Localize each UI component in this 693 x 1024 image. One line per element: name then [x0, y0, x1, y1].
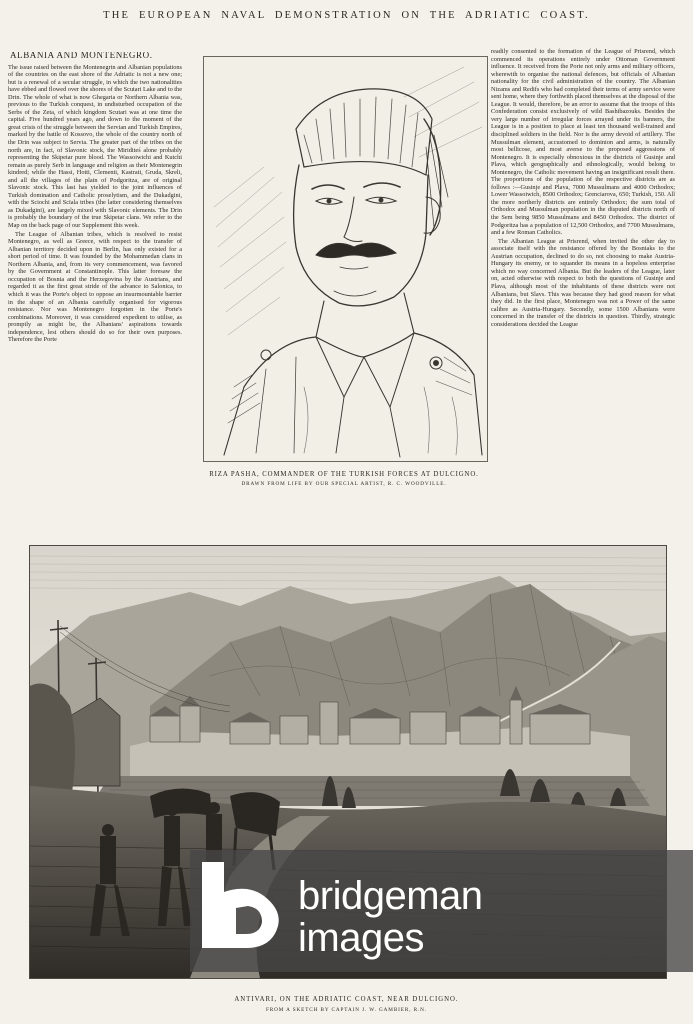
portrait-credit: DRAWN FROM LIFE BY OUR SPECIAL ARTIST, R. C. WOODVILLE. — [241, 481, 447, 487]
watermark-brand-line1: bridgeman — [298, 874, 483, 918]
running-head: THE EUROPEAN NAVAL DEMONSTRATION ON THE ADRIATIC COAST. — [103, 10, 590, 21]
article-paragraph: readily consented to the formation of the League of Prisrend, which commenced its operations entirely under Ottoman Government influence. It received from the Porte not only arms and military officers, wherewith to organise the national defences, but officials of Albanian nationality for the civil administration of the country. The Albanian Nizams and Redifs who had completed their terms of army service were sent home, where they forthwith placed themselves at the disposal of the League. It would, therefore, be an error to assume that the troops of this Confederation consist exclusively of wild Bashibazouks. Besides the very large number of irregular forces arrayed under its banners, the League is in a position to place at least ten thousand well-trained and disciplined soldiers in the field. Nor is the army devoid of artillery. The Mussulman element, accustomed to dominion and arms, is naturally most bellicose, and most averse to the proposed aggressions of Montenegro. It is especially obnoxious in the districts of Gusinje and Plava, which geographically and ethnologically, would belong to Montenegro, the Catholic movement having an insignificant result there. The proportions of the population of the respective districts are as follows :—Gusinje and Plava, 7000 Mussulmans and 4000 Orthodox; Lower Wassoiwich, 8500 Orthodox; Grencіarova, 650; Turkish, 150. All the more northerly districts are entirely Orthodox; the sum total of Orthodox and Mussulman population in the disputed districts north of the Sem being 9850 Mussulmans and 8450 Orthodox. The district of Podgoritza has a population of 12,500 Orthodox, and 7700 Mussulmans, and a few Roman Catholics. — [491, 48, 675, 237]
watermark-brand-line2: images — [298, 916, 424, 960]
portrait-illustration — [204, 57, 487, 461]
article-paragraph: The issue raised between the Montenegrin and Albanian populations of the countries on the east shore of the Adriatic is not a new one; but is a renewal of a secular struggle, in which the two nationalities have ebbed and flowed over the shores of the Scutari Lake and to the Drin. The whole of what is now Ghegaria or Northern Albania was, previous to the Turkish conquest, in undisturbed occupation of the Serbs of the Zeta, of which kingdom Scutari was at one time the capital. Five hundred years ago, and down to the moment of the great crisis of the struggle between the Servian and Turkish Empires, marked by the battle of Kossovo, the whole of the country north of the Drin was subject to Servia. The greater part of the tribes on the north are, in fact, of Slavonic stock, the Miriditeś alone probably representing the Skipetar pure blood. The Wassoiwichi and Kutchi remain as purely Serb in language and religion as their Montenegrin kindred; while the Hassi, Hotti, Clementi, Kastrati, Grudа, Skreli, and all the villages of the plain of Podgoritza, are of original Slavonic stock. This last has yielded to the joint influences of Turkish domination and Catholic proselytism, and the Dukadgini, with the Sciochi and Scīala tribes (the latter considering themselves as Dukadgini), are largely mixed with Slavonic elements. The Drin is probably the boundary of the true Skipetar clans. We refer to the Map on the back page of our Supplement this week. — [8, 63, 182, 230]
article-paragraph: The Albanian League at Prisrend, when invited the other day to associate itself with the resistance offered by the Bosniaks to the Austrian occupation, declined to do so, not choosing to make Austria-Hungary its enemy, or to squander its means in a hopeless enterprise which no way concerned Albania. But the leaders of the League, later on, acted otherwise with respect to both the questions of Gusinje and Plava, although most of the inhabitants of these districts were not Albanians, but Slavs. This was because they had good reason for what they did. In the first place, Montenegro was not a Power of the same calibre as Austria-Hungary. Secondly, some 1500 Albanians were concerned in the transfer of the districts in question. Thirdly, strategic considerations decided the League — [491, 237, 675, 328]
portrait-caption: RIZA PASHA, COMMANDER OF THE TURKISH FORCES AT DULCIGNO. — [209, 471, 479, 478]
landscape-caption: ANTIVARI, ON THE ADRIATIC COAST, NEAR DULCIGNO. — [234, 996, 459, 1003]
bridgeman-b-logo-icon — [198, 862, 286, 950]
landscape-credit: FROM A SKETCH BY CAPTAIN J. W. GAMBIER, R.N. — [265, 1007, 428, 1013]
portrait-engraving — [203, 56, 488, 462]
article-left-column — [8, 52, 182, 494]
article-right-column — [491, 48, 675, 494]
article-paragraph: The League of Albanian tribes, which is resolved to resist Montenegro, as well as Greece, with respect to the transfer of Albanian territory decided upon in Berlin, has only existed for a short period of time. It was founded by the Mohammedan clans in Northern Albania, and, from its very commencement, was favored by the Government at Constantinople. This latter foresaw the occupation of Bosnia and the Herzegovina by the Austrians, and regarded it as the first great stride of the advance to Salonica, to which it was the Porte's object to oppose an insurmountable barrier in the shape of an Albania carefully organised for vigorous resistance. Nor was Montenegro forgotten in the Porte's combinations. Moreover, it was considered expedient to utilise, as promptly as might be, the Albanians' aspirations towards independence, lest others should do so for their own purposes. Therefore the Porte — [8, 230, 182, 344]
article-title: ALBANIA AND MONTENEGRO. — [10, 52, 153, 60]
